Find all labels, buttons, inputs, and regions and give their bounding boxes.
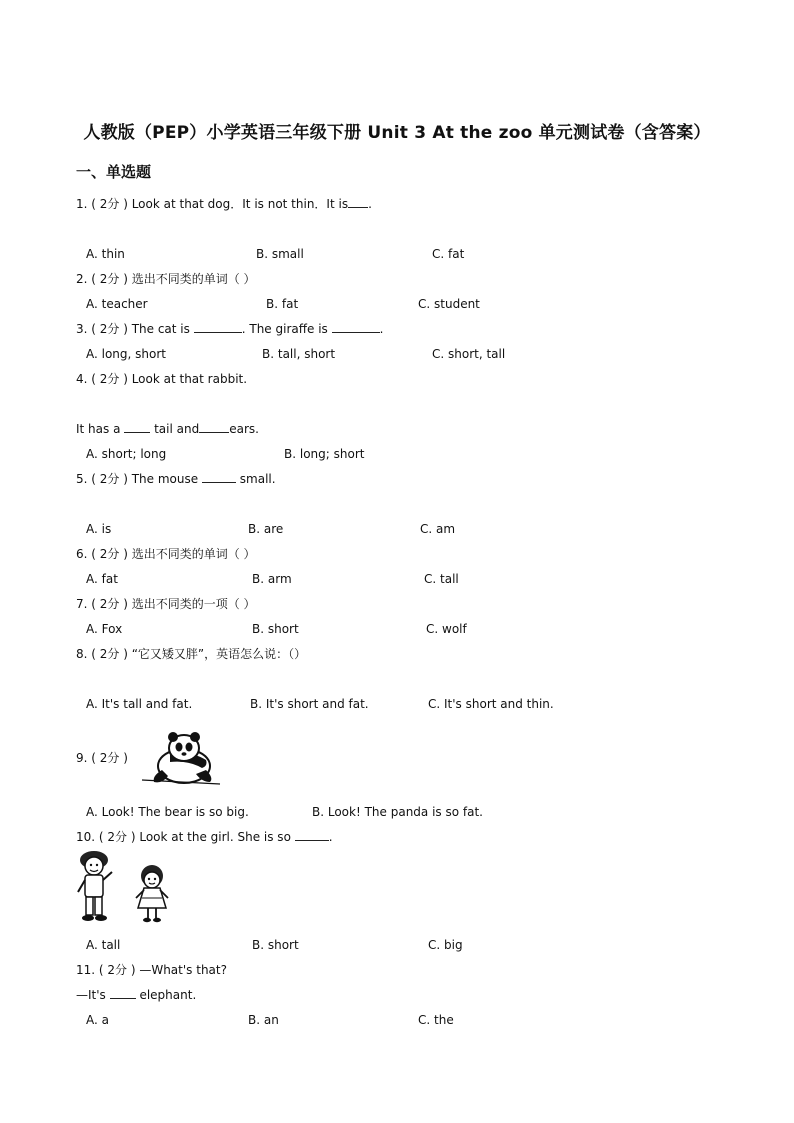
question-6: 6. ( 2分 ) 选出不同类的单词（ ）: [76, 547, 256, 561]
answer-blank: [110, 987, 136, 999]
question-stem-mid: . The giraffe is: [241, 322, 328, 336]
question-8: 8. ( 2分 ) “它又矮又胖”，英语怎么说：（）: [76, 647, 307, 661]
option[interactable]: C. student: [418, 297, 480, 311]
question-10: [76, 829, 333, 845]
option[interactable]: A. Fox: [86, 622, 123, 636]
answer-blank: [295, 829, 329, 841]
option[interactable]: B. It's short and fat.: [250, 697, 369, 711]
option[interactable]: B. tall, short: [262, 347, 336, 361]
question-5: [76, 471, 276, 487]
option[interactable]: C. big: [428, 938, 463, 952]
option[interactable]: B. long; short: [284, 447, 365, 461]
question-stem: 10. ( 2分 ) Look at the girl. She is so: [76, 830, 291, 844]
sentence-mid: tail and: [154, 422, 200, 436]
option[interactable]: C. wolf: [426, 622, 467, 636]
question-3: [76, 321, 383, 337]
page-title: 人教版（PEP）小学英语三年级下册 Unit 3 At the zoo 单元测试卷（含答案）: [83, 123, 711, 143]
question-7: 7. ( 2分 ) 选出不同类的一项（ ）: [76, 597, 256, 611]
boy-girl-illustration: [74, 848, 176, 928]
option[interactable]: B. fat: [266, 297, 299, 311]
option[interactable]: C. It's short and thin.: [428, 697, 554, 711]
option[interactable]: A. a: [86, 1013, 109, 1027]
option[interactable]: C. tall: [424, 572, 459, 586]
question-stem-end: .: [379, 322, 384, 336]
option[interactable]: A. thin: [86, 247, 125, 261]
option[interactable]: B. short: [252, 938, 299, 952]
option[interactable]: A. fat: [86, 572, 118, 586]
question-2: 2. ( 2分 ) 选出不同类的单词（ ）: [76, 272, 256, 286]
question-stem-end: small.: [239, 472, 276, 486]
answer-blank: [332, 321, 380, 333]
option[interactable]: C. short, tall: [432, 347, 506, 361]
option[interactable]: A. long, short: [86, 347, 166, 361]
answer-blank: [194, 321, 242, 333]
option[interactable]: C. fat: [432, 247, 465, 261]
option[interactable]: B. Look! The panda is so fat.: [312, 805, 483, 819]
option[interactable]: B. an: [248, 1013, 279, 1027]
option[interactable]: B. arm: [252, 572, 292, 586]
answer-blank: [348, 196, 368, 208]
option[interactable]: A. teacher: [86, 297, 148, 311]
option[interactable]: B. short: [252, 622, 299, 636]
option[interactable]: A. Look! The bear is so big.: [86, 805, 249, 819]
question-9: 9. ( 2分 ): [76, 751, 128, 765]
panda-illustration: [140, 728, 222, 786]
option[interactable]: B. are: [248, 522, 284, 536]
question-11-answer-line: [76, 987, 196, 1003]
sentence-start: —It's: [76, 988, 106, 1002]
question-stem-end: .: [328, 830, 333, 844]
option[interactable]: B. small: [256, 247, 304, 261]
option[interactable]: A. tall: [86, 938, 121, 952]
option[interactable]: A. It's tall and fat.: [86, 697, 193, 711]
answer-blank: [199, 421, 229, 433]
question-stem: 5. ( 2分 ) The mouse: [76, 472, 199, 486]
option[interactable]: A. short; long: [86, 447, 167, 461]
sentence-end: elephant.: [139, 988, 197, 1002]
sentence-end: ears.: [229, 422, 259, 436]
answer-blank: [124, 421, 150, 433]
option[interactable]: C. am: [420, 522, 456, 536]
answer-blank: [202, 471, 236, 483]
question-11: 11. ( 2分 ) —What's that?: [76, 963, 227, 977]
question-1: [76, 196, 372, 212]
question-stem-end: .: [368, 197, 372, 211]
option[interactable]: C. the: [418, 1013, 454, 1027]
option[interactable]: A. is: [86, 522, 112, 536]
sentence-start: It has a: [76, 422, 121, 436]
question-stem: 1. ( 2分 ) Look at that dog．It is not thin．It is: [76, 197, 349, 211]
question-stem: 3. ( 2分 ) The cat is: [76, 322, 190, 336]
section-heading: 一、单选题: [76, 163, 152, 181]
question-4-sentence: [76, 421, 259, 437]
question-4: 4. ( 2分 ) Look at that rabbit.: [76, 372, 248, 386]
